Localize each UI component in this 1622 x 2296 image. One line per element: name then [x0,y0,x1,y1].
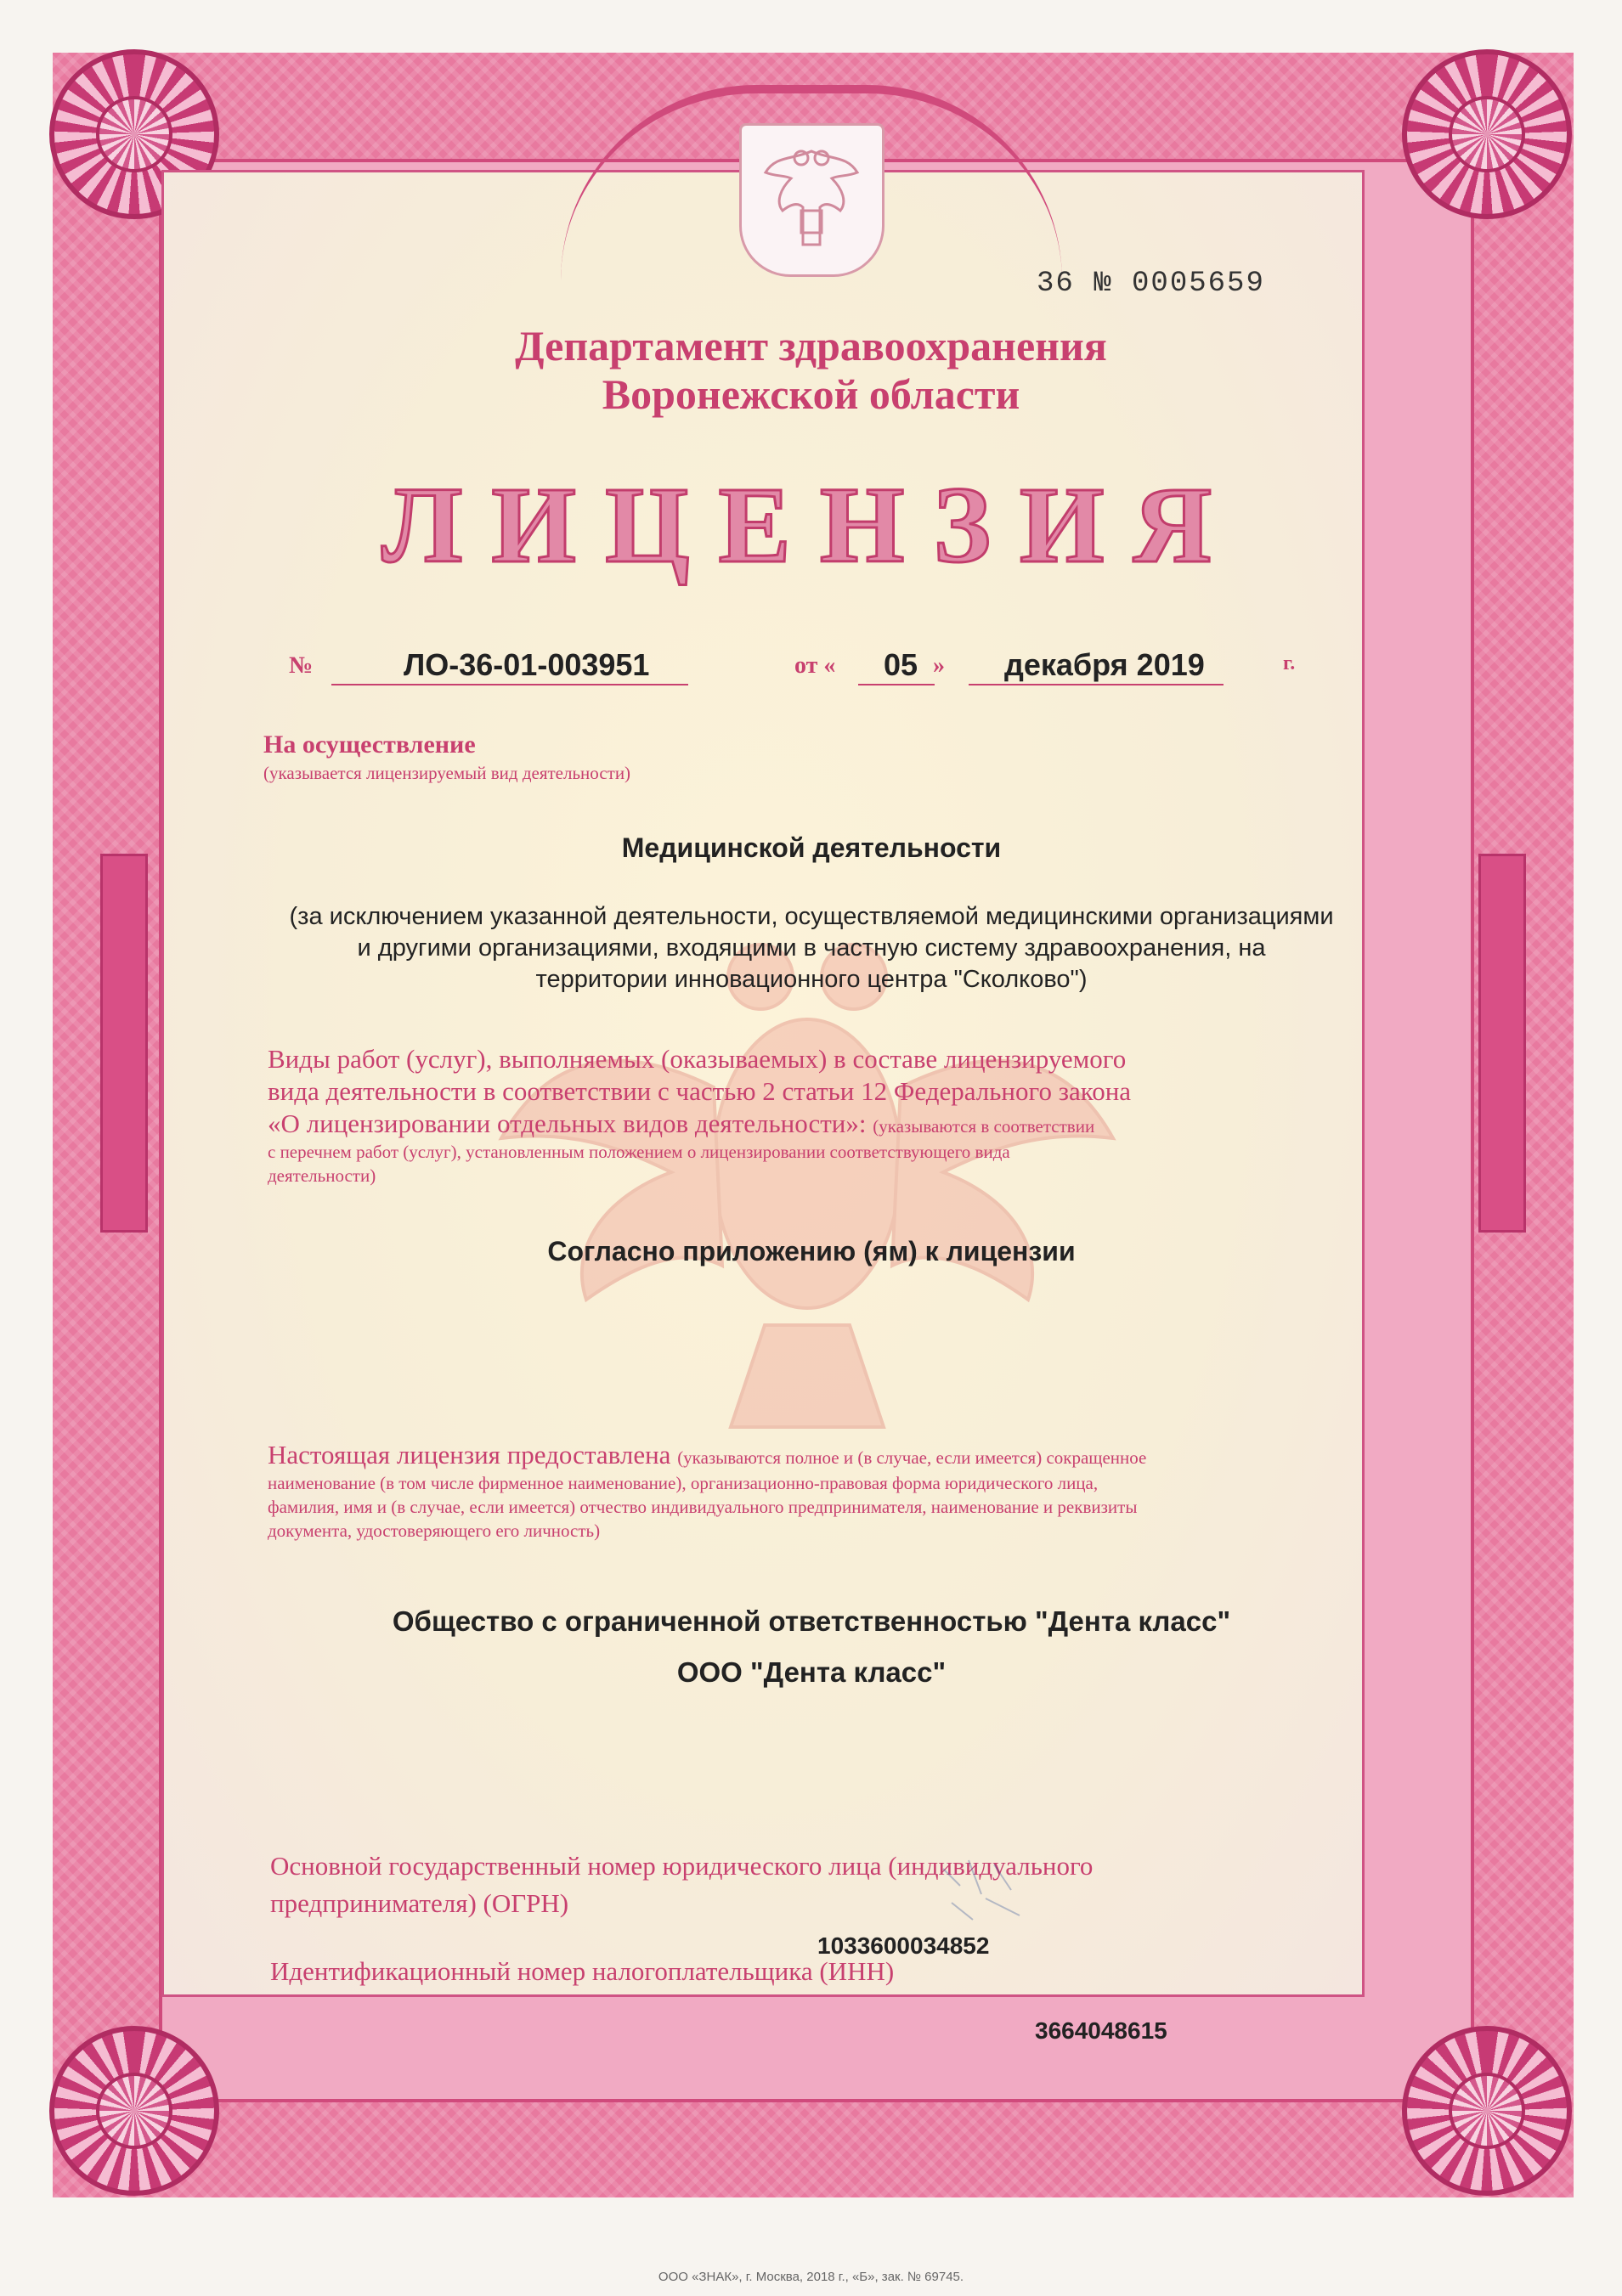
month-underline [969,684,1224,685]
corner-rosette-icon [1402,2026,1572,2196]
activity-exclusion-line3: территории инновационного центра "Сколково") [535,966,1088,993]
department-line2: Воронежской области [602,370,1020,418]
license-day: 05 [884,647,918,682]
license-month-year: декабря 2019 [1004,647,1205,682]
side-band [1478,854,1526,1233]
inn-value: 3664048615 [1035,2017,1167,2044]
works-hint-line2: с перечнем работ (услуг), установленным положением о лицензировании соответствующего вида [268,1142,1010,1162]
serial-number: 0005659 [1132,268,1265,300]
activity-exclusion-line2: и другими организациями, входящими в частную систему здравоохранения, на [357,934,1266,962]
activity-exclusion-line1: (за исключением указанной деятельности, осуществляемой медицинскими организациями [289,903,1334,930]
document-title: ЛИЦЕНЗИЯ [381,465,1241,585]
license-number-label: № [289,652,314,679]
day-close-quote: » [933,652,945,679]
works-value: Согласно приложению (ям) к лицензии [547,1236,1076,1266]
license-number: ЛО-36-01-003951 [404,647,650,682]
holder-short-name: ООО "Дента класс" [676,1656,947,1688]
number-underline [331,684,688,685]
works-hint-line3: деятельности) [268,1165,376,1186]
ink-mark-icon [935,1852,1037,1928]
ogrn-value: 1033600034852 [817,1932,990,1959]
holder-hint-line2: наименование (в том числе фирменное наименование), организационно-правовая форма юридического лица, [268,1473,1099,1493]
holder-label-line [268,1439,1146,1472]
holder-hint-line3: фамилия, имя и (в случае, если имеется) отчество индивидуального предпринимателя, наименование и реквизиты [268,1497,1138,1517]
activity-label: На осуществление [263,731,476,759]
day-underline [858,684,935,685]
serial-series: 36 [1037,268,1075,300]
serial-sign: № [1094,268,1113,300]
department-line1: Департамент здравоохранения [515,322,1107,370]
side-band [100,854,148,1233]
activity-name: Медицинской деятельности [621,832,1002,863]
blank-serial-number [1037,268,1265,300]
corner-rosette-icon [1402,49,1572,219]
holder-hint-inline: (указываются полное и (в случае, если имеется) сокращенное [677,1447,1147,1468]
works-line2: вида деятельности в соответствии с частью 2 статьи 12 Федерального закона [268,1076,1132,1106]
coat-of-arms-icon [739,123,884,277]
year-suffix: г. [1283,652,1296,674]
works-law-name: «О лицензировании отдельных видов деятельности»: [268,1109,867,1138]
printer-note: ООО «ЗНАК», г. Москва, 2018 г., «Б», зак. № 69745. [658,2270,964,2284]
inn-label: Идентификационный номер налогоплательщика (ИНН) [270,1956,895,1986]
corner-rosette-icon [49,2026,219,2196]
works-hint-inline: (указываются в соответствии [873,1116,1095,1137]
activity-hint: (указывается лицензируемый вид деятельности) [263,763,631,783]
date-from-label: от « [794,652,836,679]
holder-label: Настоящая лицензия предоставлена [268,1440,671,1470]
eagle-watermark-icon [476,917,1139,1444]
holder-full-name: Общество с ограниченной ответственностью "Дента класс" [392,1605,1231,1637]
ogrn-label-line1: Основной государственный номер юридического лица (индивидуального [270,1851,1094,1881]
works-line1: Виды работ (услуг), выполняемых (оказываемых) в составе лицензируемого [268,1044,1127,1074]
works-line3 [268,1108,1094,1141]
holder-hint-line4: документа, удостоверяющего его личность) [268,1520,601,1541]
ogrn-label-line2: предпринимателя) (ОГРН) [270,1888,569,1918]
